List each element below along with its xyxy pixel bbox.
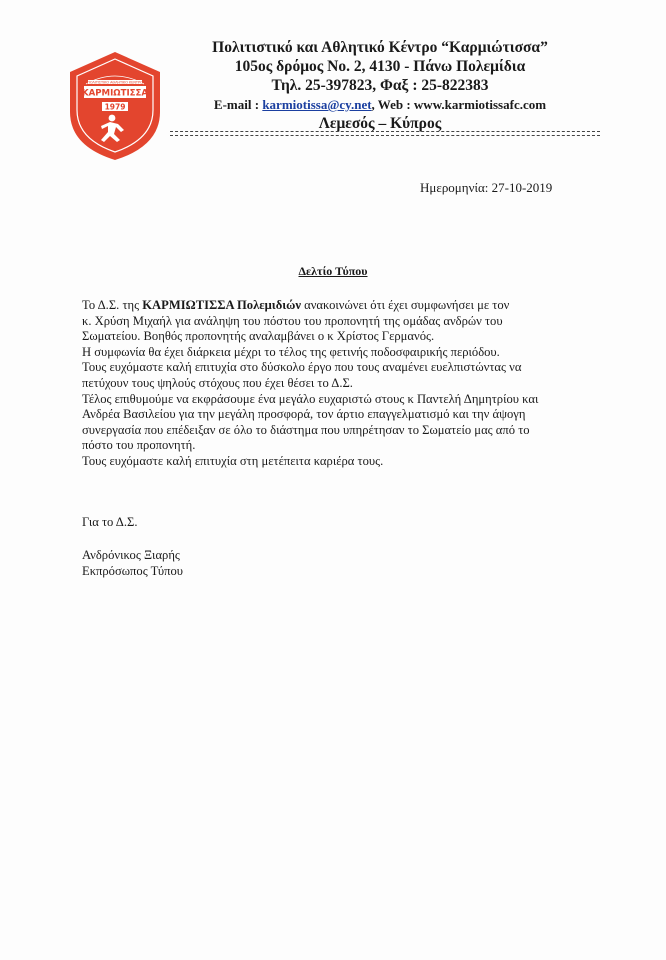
body-line: Τους ευχόμαστε καλή επιτυχία στο δύσκολο έργο που τους αναμένει ευελπιστώντας να [82, 360, 522, 375]
letterhead [190, 38, 570, 133]
body-line: Σωματείου. Βοηθός προπονητής αναλαμβάνει ο κ Χρίστος Γερμανός. [82, 329, 435, 344]
signatory-role: Εκπρόσωπος Τύπου [82, 564, 183, 578]
org-contact [190, 95, 570, 114]
body-line: συνεργασία που επέδειξαν σε όλο το διάστημα που υπηρέτησαν το Σωματείο μας από το [82, 422, 530, 437]
web-address: , Web : www.karmiotissafc.com [371, 97, 547, 112]
logo-name: ΚΑΡΜΙΩΤΙΣΣΑ [81, 88, 149, 99]
signature-for: Για το Δ.Σ. [82, 515, 138, 529]
org-address: 105ος δρόμος Νο. 2, 4130 - Πάνω Πολεμίδια [234, 58, 526, 75]
title-text: Δελτίο Τύπου [298, 264, 368, 278]
logo-year: 1979 [104, 102, 126, 112]
email-prefix: E-mail : [213, 97, 263, 112]
club-name: ΚΑΡΜΙΩΤΙΣΣΑ Πολεμιδιών [142, 298, 301, 312]
header-divider-bottom [170, 135, 600, 136]
body-line: Η συμφωνία θα έχει διάρκεια μέχρι το τέλος της φετινής ποδοσφαιρικής περιόδου. [82, 344, 500, 359]
body-text: ανακοινώνει ότι έχει συμφωνήσει με τον [300, 298, 510, 312]
club-logo [66, 50, 164, 162]
body-line: πετύχουν τους ψηλούς στόχους που έχει θέσει το Δ.Σ. [82, 375, 353, 390]
signatory-name: Ανδρόνικος Ξιαρής [82, 548, 180, 562]
document-date: Ημερομηνία: 27-10-2019 [420, 180, 553, 195]
org-phones: Τηλ. 25-397823, Φαξ : 25-822383 [271, 77, 489, 94]
org-location: Λεμεσός – Κύπρος [318, 115, 442, 132]
body-text: Το Δ.Σ. της [82, 298, 143, 312]
body-line: πόστο του προπονητή. [82, 438, 196, 453]
body-line: Τους ευχόμαστε καλή επιτυχία στη μετέπειτα καριέρα τους. [82, 453, 384, 468]
body-line [82, 298, 582, 314]
body-line: Ανδρέα Βασιλείου για την μεγάλη προσφορά, τον άρτιο επαγγελματισμό και την άψογη [82, 407, 526, 422]
logo-arc-text: ΠΟΛΙΤΙΣΤΙΚΟ ΑΘΛΗΤΙΚΟ ΚΕΝΤΡΟ [87, 80, 143, 85]
email-link[interactable]: karmiotissa@cy.net [262, 97, 372, 112]
header-divider-top [170, 131, 600, 132]
press-release-body [82, 298, 582, 470]
body-line: κ. Χρύση Μιχαήλ για ανάληψη του πόστου του προπονητή της ομάδας ανδρών του [82, 313, 503, 328]
org-name: Πολιτιστικό και Αθλητικό Κέντρο “Καρμιώτισσα” [212, 39, 548, 56]
body-line: Τέλος επιθυμούμε να εκφράσουμε ένα μεγάλο ευχαριστώ στους κ Παντελή Δημητρίου και [82, 391, 539, 406]
press-release-title [0, 264, 666, 279]
